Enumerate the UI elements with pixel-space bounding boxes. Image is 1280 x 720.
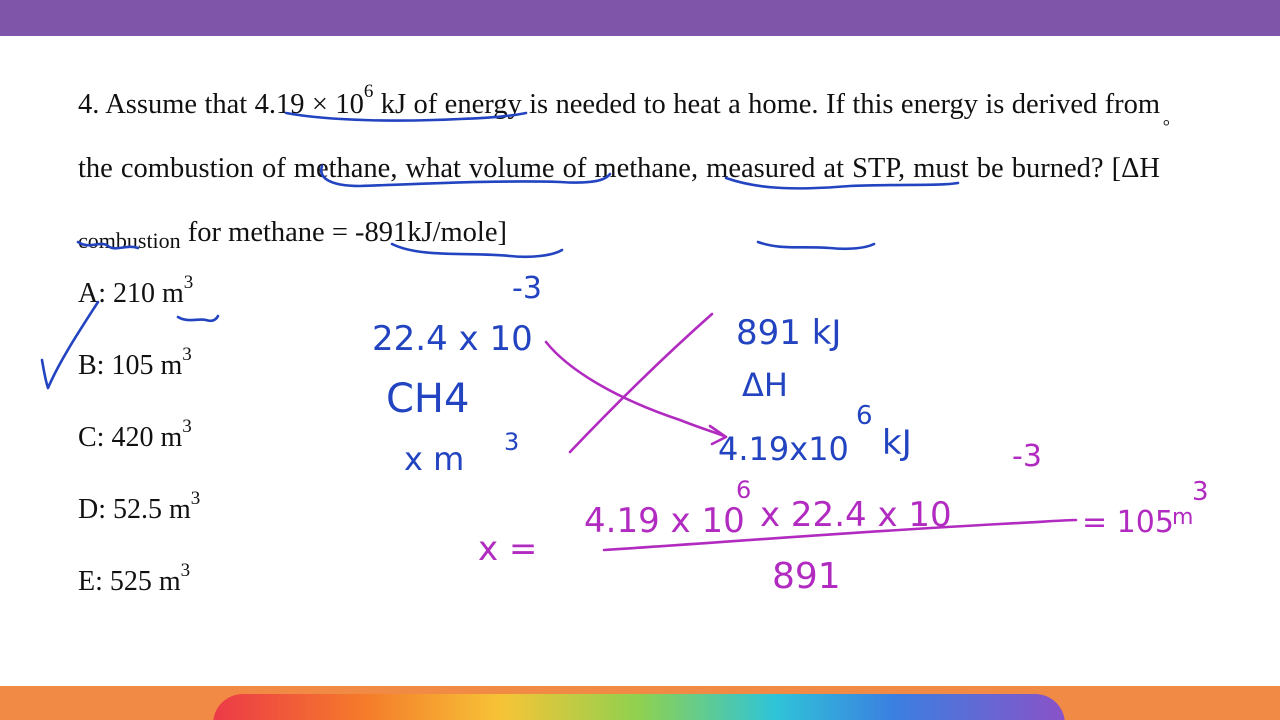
left-value: 22.4 x 10: [372, 319, 533, 359]
energy-value: [254, 80, 522, 120]
bottom-banner: [0, 686, 1280, 720]
option-a[interactable]: [78, 268, 200, 340]
formula-result-unit: m: [1172, 505, 1194, 530]
question-text-part: Assume that: [105, 89, 248, 120]
option-exponent: 3: [190, 487, 201, 509]
delta-h-label: ΔH: [1121, 153, 1160, 184]
question-text-part: for methane =: [187, 217, 348, 248]
top-banner: [0, 0, 1280, 36]
question-text-part: , must be burned? [: [898, 153, 1122, 184]
question-text-part: , measured at: [690, 153, 844, 184]
right-energy-exponent: 6: [856, 401, 873, 431]
combustion-subscript: combustion: [78, 228, 181, 253]
formula-lhs: x =: [478, 529, 538, 569]
option-exponent: 3: [180, 559, 191, 581]
formula-numerator-exponent: 6: [736, 476, 752, 504]
energy-exponent: 6: [363, 80, 374, 102]
enthalpy-value: -891kJ/mole: [355, 217, 498, 248]
question-text: [78, 73, 1170, 265]
formula-numerator: 4.19 x 10: [584, 501, 745, 541]
cross-arrow-line: [546, 342, 724, 436]
option-label: C: 420 m: [78, 422, 183, 453]
option-b[interactable]: [78, 340, 200, 412]
left-exponent: -3: [512, 271, 542, 306]
right-energy-unit: kJ: [882, 423, 912, 463]
question-text-part: , what: [390, 153, 461, 184]
option-exponent: 3: [182, 343, 192, 365]
formula-result: = 105: [1082, 505, 1174, 540]
combustion-phrase: combustion of methane: [120, 153, 391, 184]
option-exponent: 3: [182, 415, 192, 437]
right-value: 891 kJ: [736, 313, 842, 353]
stp-phrase: STP: [852, 153, 899, 184]
formula-numerator-tail-exponent: -3: [1012, 439, 1042, 474]
question-text-part: ]: [497, 217, 508, 248]
right-energy: 4.19x10: [718, 430, 849, 468]
right-label: ΔH: [742, 366, 788, 404]
fraction-bar: [604, 520, 1076, 550]
option-label: B: 105 m: [78, 350, 183, 381]
question-number: 4.: [78, 89, 100, 120]
volume-phrase: volume of methane: [469, 153, 691, 184]
pink-ink-layer: [478, 314, 1209, 597]
left-unknown-exponent: 3: [504, 428, 520, 456]
option-e[interactable]: [78, 556, 200, 628]
degree-symbol: °: [1162, 116, 1170, 136]
question-text-part: is needed to heat a home. If this energy is derived from the: [78, 89, 1161, 184]
energy-unit: kJ of energy: [380, 89, 522, 120]
option-label: A: 210 m: [78, 278, 184, 309]
formula-denominator: 891: [772, 556, 841, 597]
answer-options: [78, 268, 200, 628]
delta-h-symbol: [1121, 116, 1170, 201]
cross-line: [570, 314, 712, 452]
formula-numerator-tail: x 22.4 x 10: [760, 495, 952, 535]
option-exponent: 3: [183, 271, 194, 293]
rainbow-decoration: [213, 694, 1065, 720]
option-label: D: 52.5 m: [78, 494, 191, 525]
option-label: E: 525 m: [78, 566, 181, 597]
left-species: CH4: [386, 376, 470, 422]
formula-result-exponent: 3: [1192, 477, 1209, 507]
option-c[interactable]: [78, 412, 200, 484]
option-d[interactable]: [78, 484, 200, 556]
energy-mantissa: 4.19 × 10: [254, 89, 364, 120]
cross-arrow-head: [710, 426, 726, 444]
left-unknown: x m: [404, 440, 465, 478]
